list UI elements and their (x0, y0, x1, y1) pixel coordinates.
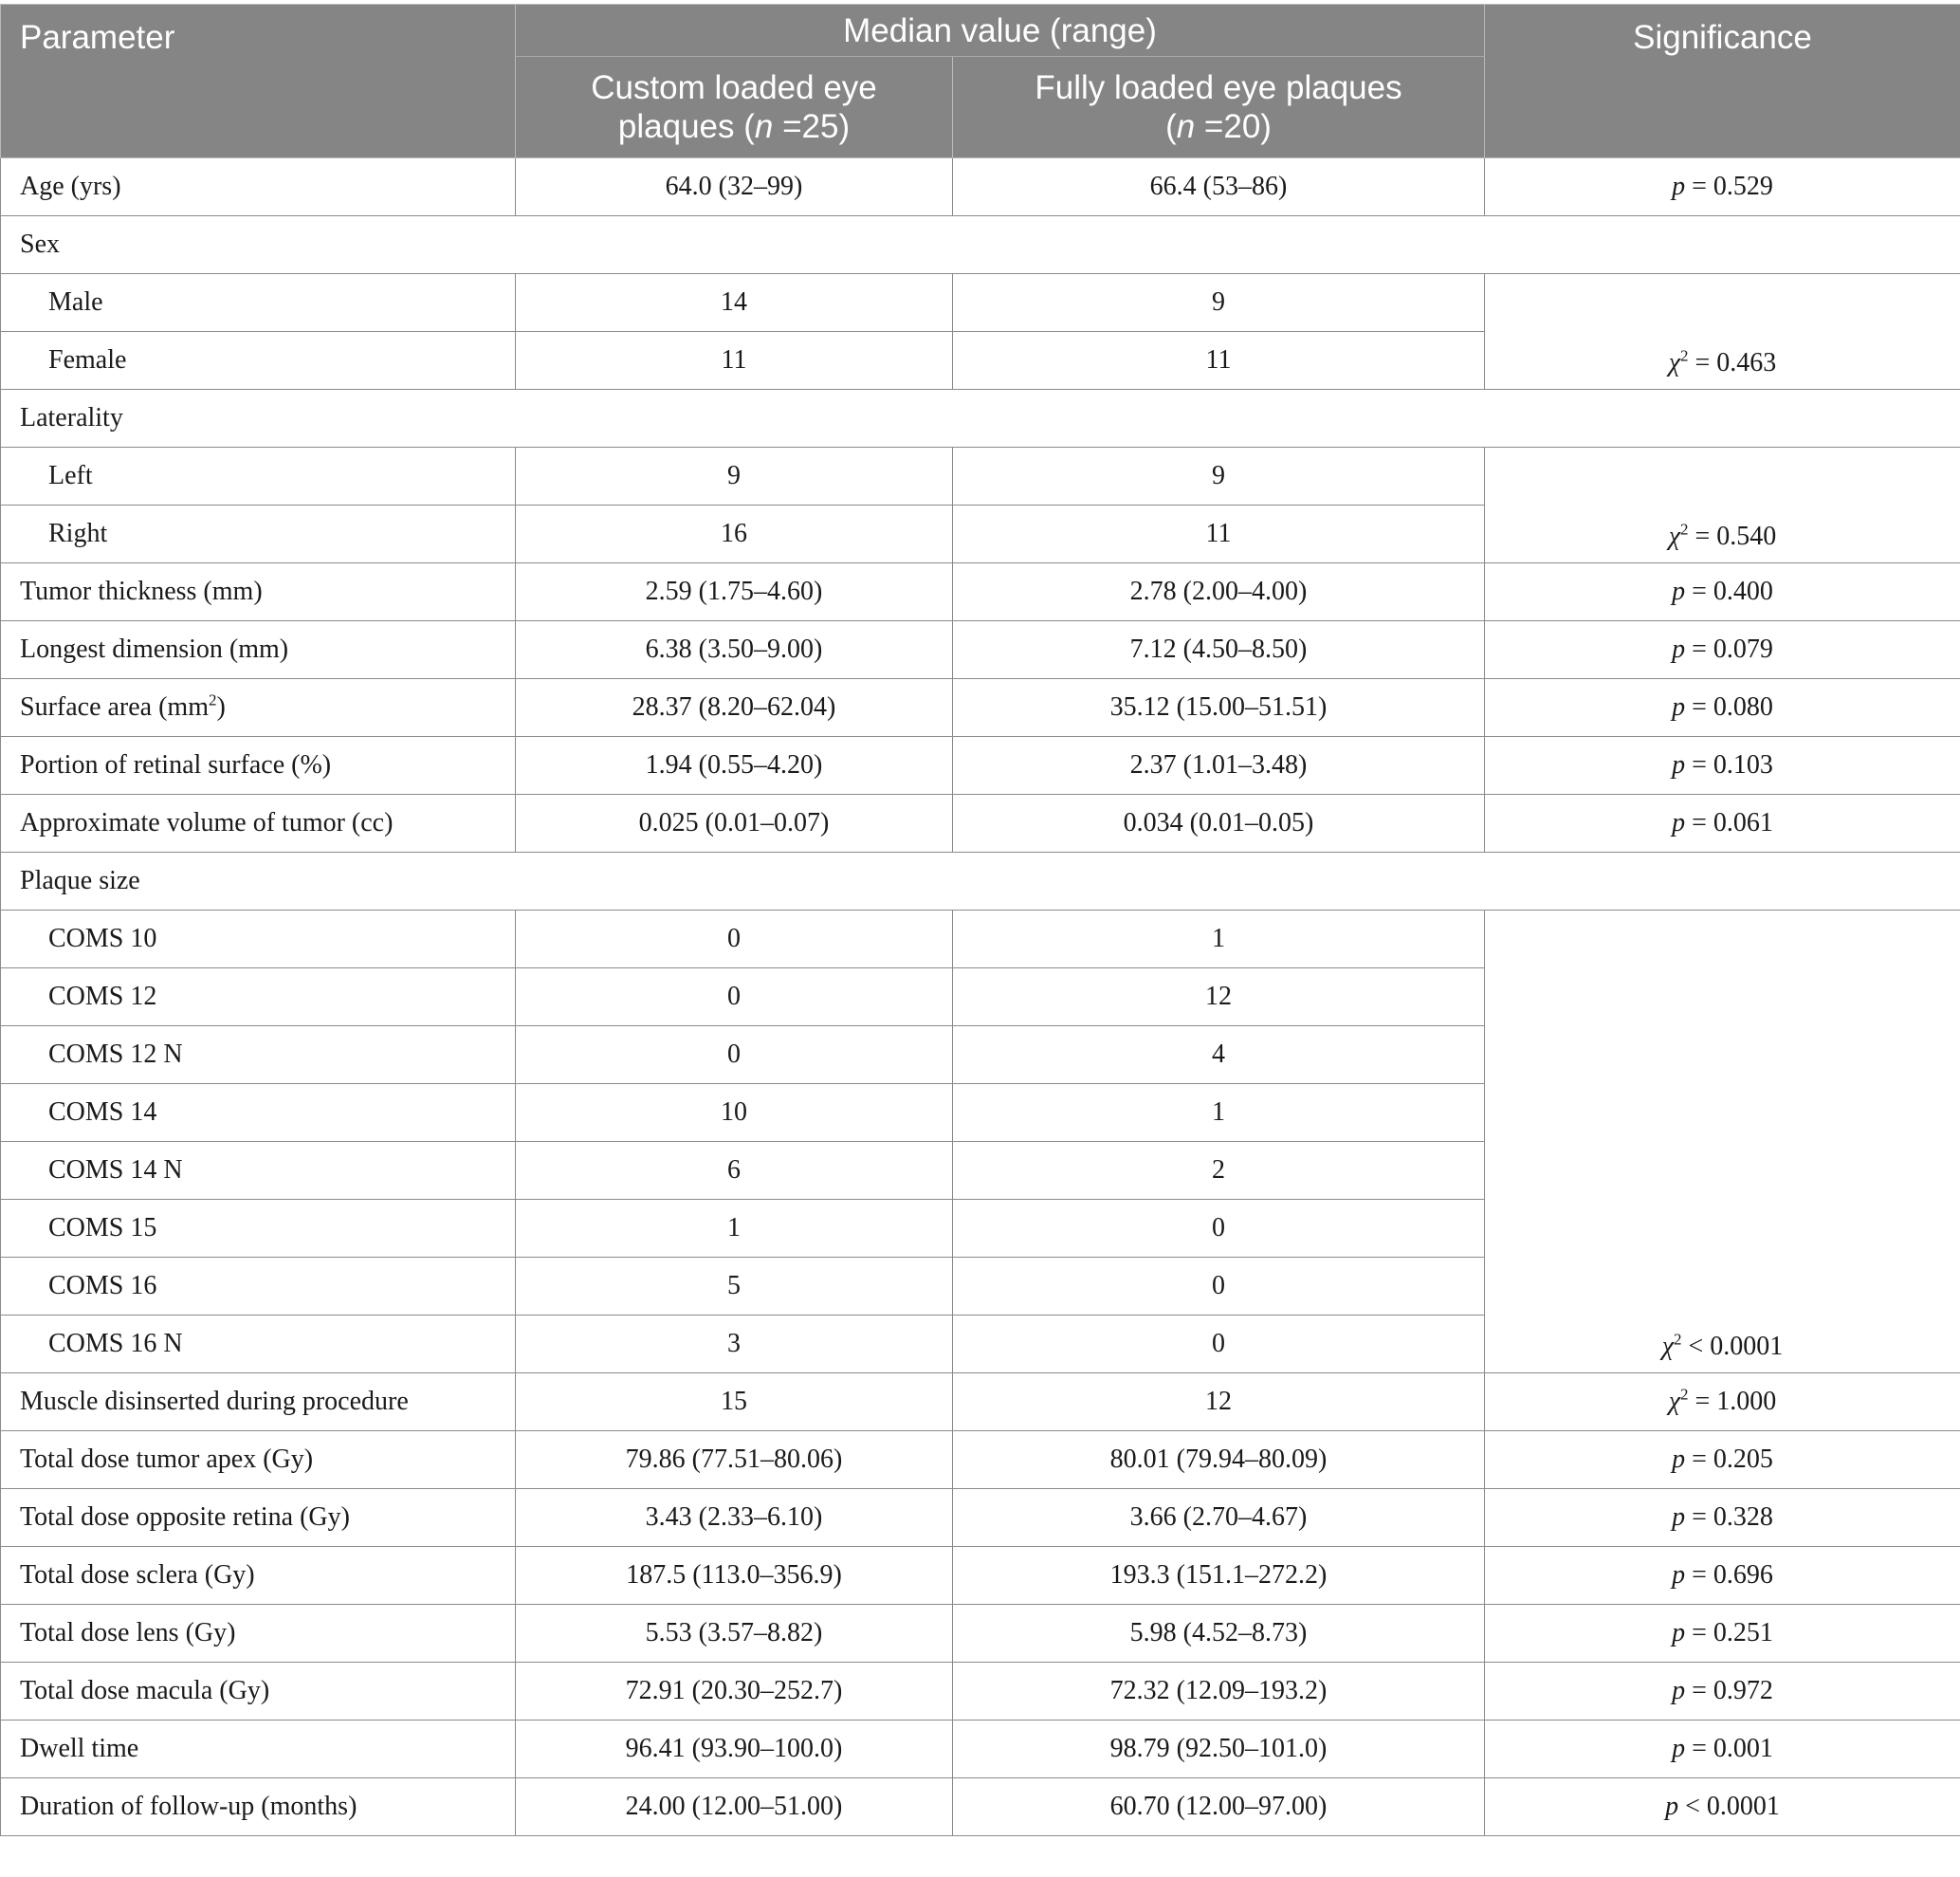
fully-value: 0 (953, 1258, 1485, 1316)
row-label: COMS 12 (1, 968, 516, 1026)
significance-value: p = 0.080 (1485, 679, 1960, 737)
row-label: COMS 16 N (1, 1316, 516, 1373)
significance-value: p = 0.400 (1485, 563, 1960, 621)
fully-value: 0 (953, 1316, 1485, 1373)
custom-value: 10 (516, 1084, 953, 1142)
table-row (1, 679, 1960, 737)
fully-value: 35.12 (15.00–51.51) (953, 679, 1485, 737)
fully-value: 193.3 (151.1–272.2) (953, 1547, 1485, 1605)
fully-value: 0 (953, 1200, 1485, 1258)
custom-value: 1.94 (0.55–4.20) (516, 737, 953, 795)
fully-value: 9 (953, 274, 1485, 332)
header-fully-loaded: Fully loaded eye plaques (n =20) (953, 57, 1485, 158)
significance-value: $\chi^2 < 0.0001$ (1485, 911, 1960, 1373)
fully-value: 9 (953, 448, 1485, 506)
row-label: Tumor thickness (mm) (1, 563, 516, 621)
custom-value: 5.53 (3.57–8.82) (516, 1605, 953, 1663)
significance-value: p = 0.061 (1485, 795, 1960, 853)
row-label: Surface area $(mm^2)$ (1, 679, 516, 737)
table-row (1, 448, 1960, 506)
table-row (1, 911, 1960, 968)
fully-value: 80.01 (79.94–80.09) (953, 1431, 1485, 1489)
row-label: Duration of follow-up (months) (1, 1778, 516, 1836)
row-label: Female (1, 332, 516, 390)
fully-value: 12 (953, 1373, 1485, 1431)
fully-value: 0.034 (0.01–0.05) (953, 795, 1485, 853)
table-row (1, 1721, 1960, 1778)
table-row (1, 1663, 1960, 1721)
custom-value: 0.025 (0.01–0.07) (516, 795, 953, 853)
custom-value: 6.38 (3.50–9.00) (516, 621, 953, 679)
row-label: COMS 16 (1, 1258, 516, 1316)
row-label: Longest dimension (mm) (1, 621, 516, 679)
fully-value: 11 (953, 506, 1485, 563)
table-row (1, 390, 1960, 448)
significance-value: $\chi^2 = 0.463$ (1485, 274, 1960, 390)
header-custom-loaded: Custom loaded eye plaques (n =25) (516, 57, 953, 158)
custom-value: 72.91 (20.30–252.7) (516, 1663, 953, 1721)
significance-value: $\chi^2 = 0.540$ (1485, 448, 1960, 563)
custom-value: 6 (516, 1142, 953, 1200)
fully-value: 2 (953, 1142, 1485, 1200)
custom-value: 3 (516, 1316, 953, 1373)
row-label: COMS 10 (1, 911, 516, 968)
row-label: COMS 14 (1, 1084, 516, 1142)
custom-value: 79.86 (77.51–80.06) (516, 1431, 953, 1489)
table-row (1, 1778, 1960, 1836)
row-label: COMS 14 N (1, 1142, 516, 1200)
fully-value: 11 (953, 332, 1485, 390)
table-row (1, 737, 1960, 795)
significance-value: p = 0.529 (1485, 158, 1960, 216)
row-label: Total dose tumor apex (Gy) (1, 1431, 516, 1489)
table-row (1, 621, 1960, 679)
table-row (1, 795, 1960, 853)
significance-value: p = 0.972 (1485, 1663, 1960, 1721)
custom-value: 2.59 (1.75–4.60) (516, 563, 953, 621)
fully-value: 7.12 (4.50–8.50) (953, 621, 1485, 679)
row-label: Muscle disinserted during procedure (1, 1373, 516, 1431)
fully-value: 12 (953, 968, 1485, 1026)
table-row (1, 1547, 1960, 1605)
table-row (1, 1431, 1960, 1489)
significance-value: p = 0.001 (1485, 1721, 1960, 1778)
fully-value: 4 (953, 1026, 1485, 1084)
table-row (1, 1605, 1960, 1663)
row-label: Portion of retinal surface (%) (1, 737, 516, 795)
custom-value: 1 (516, 1200, 953, 1258)
significance-value: p = 0.696 (1485, 1547, 1960, 1605)
row-label: Right (1, 506, 516, 563)
row-label: Male (1, 274, 516, 332)
row-label: Dwell time (1, 1721, 516, 1778)
table-row (1, 563, 1960, 621)
fully-value: 98.79 (92.50–101.0) (953, 1721, 1485, 1778)
custom-value: 3.43 (2.33–6.10) (516, 1489, 953, 1547)
row-label: Total dose macula (Gy) (1, 1663, 516, 1721)
comparison-table (0, 4, 1960, 1836)
custom-value: 15 (516, 1373, 953, 1431)
significance-value: $\chi^2 = 1.000$ (1485, 1373, 1960, 1431)
custom-value: 96.41 (93.90–100.0) (516, 1721, 953, 1778)
significance-value: p = 0.079 (1485, 621, 1960, 679)
row-label: Left (1, 448, 516, 506)
table-row (1, 158, 1960, 216)
group-label: Laterality (1, 390, 1960, 448)
fully-value: 2.78 (2.00–4.00) (953, 563, 1485, 621)
custom-value: 9 (516, 448, 953, 506)
custom-value: 0 (516, 1026, 953, 1084)
custom-value: 14 (516, 274, 953, 332)
custom-value: 187.5 (113.0–356.9) (516, 1547, 953, 1605)
table-row (1, 1489, 1960, 1547)
fully-value: 1 (953, 911, 1485, 968)
table-row (1, 853, 1960, 911)
custom-value: 24.00 (12.00–51.00) (516, 1778, 953, 1836)
header-parameter: Parameter (1, 5, 516, 158)
significance-value: p = 0.205 (1485, 1431, 1960, 1489)
header-median-range: Median value (range) (516, 5, 1485, 57)
significance-value: p < 0.0001 (1485, 1778, 1960, 1836)
custom-value: 64.0 (32–99) (516, 158, 953, 216)
fully-value: 72.32 (12.09–193.2) (953, 1663, 1485, 1721)
row-label: Approximate volume of tumor (cc) (1, 795, 516, 853)
table-header (1, 5, 1960, 158)
table-row (1, 274, 1960, 332)
fully-value: 2.37 (1.01–3.48) (953, 737, 1485, 795)
custom-value: 28.37 (8.20–62.04) (516, 679, 953, 737)
significance-value: p = 0.251 (1485, 1605, 1960, 1663)
table-row (1, 1373, 1960, 1431)
custom-value: 0 (516, 911, 953, 968)
fully-value: 60.70 (12.00–97.00) (953, 1778, 1485, 1836)
custom-value: 0 (516, 968, 953, 1026)
group-label: Plaque size (1, 853, 1960, 911)
header-significance: Significance (1485, 5, 1960, 158)
row-label: Total dose opposite retina (Gy) (1, 1489, 516, 1547)
custom-value: 11 (516, 332, 953, 390)
group-label: Sex (1, 216, 1960, 274)
fully-value: 3.66 (2.70–4.67) (953, 1489, 1485, 1547)
row-label: Total dose lens (Gy) (1, 1605, 516, 1663)
table-row (1, 216, 1960, 274)
row-label: Age (yrs) (1, 158, 516, 216)
fully-value: 1 (953, 1084, 1485, 1142)
significance-value: p = 0.328 (1485, 1489, 1960, 1547)
fully-value: 5.98 (4.52–8.73) (953, 1605, 1485, 1663)
custom-value: 5 (516, 1258, 953, 1316)
significance-value: p = 0.103 (1485, 737, 1960, 795)
fully-value: 66.4 (53–86) (953, 158, 1485, 216)
row-label: COMS 12 N (1, 1026, 516, 1084)
table-body (1, 158, 1960, 1836)
row-label: Total dose sclera (Gy) (1, 1547, 516, 1605)
row-label: COMS 15 (1, 1200, 516, 1258)
custom-value: 16 (516, 506, 953, 563)
